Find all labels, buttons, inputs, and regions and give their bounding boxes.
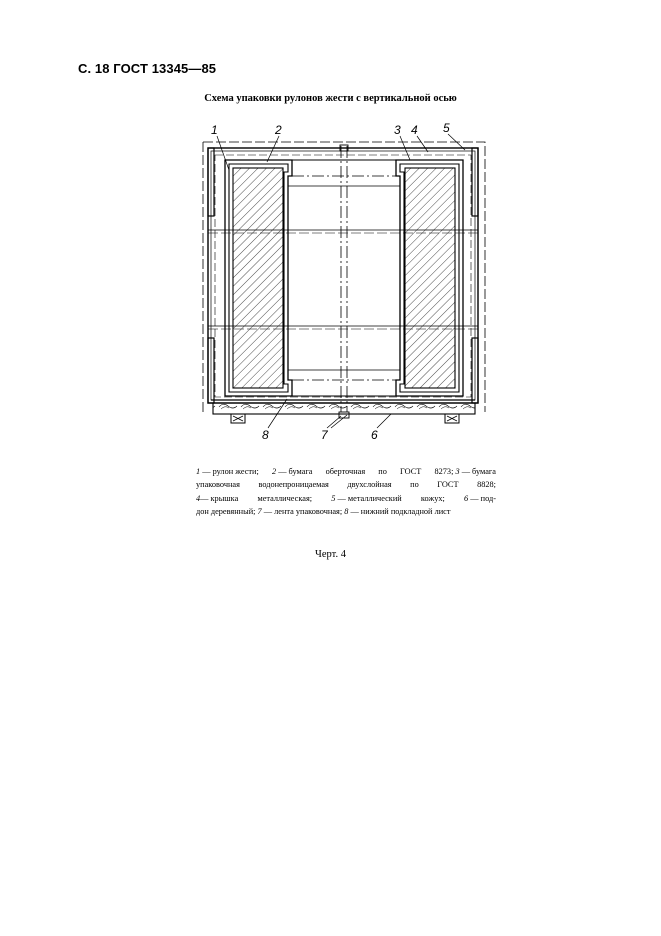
callout-1: 1: [211, 123, 218, 137]
legend-text: по: [378, 467, 387, 476]
legend-text: кожух;: [420, 493, 445, 503]
legend-text: по: [410, 480, 419, 490]
legend-num: 6: [464, 493, 469, 503]
figure-legend: [196, 465, 496, 519]
callout-3: 3: [394, 123, 401, 137]
legend-num: 5: [331, 493, 336, 503]
legend-text: 8828;: [477, 480, 496, 490]
legend-num: 7: [257, 507, 262, 517]
legend-text: — бумага: [278, 467, 313, 476]
legend-text: дон деревянный;: [196, 507, 256, 517]
legend-text: — нижний подкладной лист: [350, 507, 451, 517]
legend-line-4: [196, 505, 496, 518]
callout-7: 7: [321, 428, 328, 442]
legend-text: упаковочная: [196, 480, 240, 490]
coil-right: [405, 168, 455, 388]
page-header: С. 18 ГОСТ 13345—85: [78, 61, 217, 76]
legend-text: — металлический: [337, 493, 402, 503]
coil-left: [233, 168, 283, 388]
packaging-drawing: [195, 112, 495, 457]
legend-num: 1: [196, 467, 201, 476]
callout-8: 8: [262, 428, 269, 442]
legend-text: — лента упаковочная;: [263, 507, 343, 517]
legend-num: 4: [196, 493, 201, 503]
legend-line-2: [196, 478, 496, 491]
legend-text: ГОСТ: [437, 480, 459, 490]
callout-2: 2: [275, 123, 282, 137]
legend-text: оберточная: [325, 467, 366, 476]
figure-title: Схема упаковки рулонов жести с вертикальной осью: [204, 93, 457, 104]
legend-num: 8: [344, 507, 349, 517]
packaging-diagram: [195, 112, 495, 457]
legend-text: 8273;: [434, 467, 454, 476]
legend-num: 2: [271, 467, 277, 476]
legend-text: металлическая;: [257, 493, 313, 503]
legend-text: двухслойная: [347, 480, 392, 490]
callout-4: 4: [411, 123, 418, 137]
callout-6: 6: [371, 428, 378, 442]
legend-num: 3: [455, 467, 460, 476]
legend-text: — крышка: [200, 493, 239, 503]
legend-text: — рулон жести;: [202, 467, 259, 476]
legend-line-3: [196, 492, 496, 505]
legend-text: — под-: [470, 493, 496, 503]
legend-text: ГОСТ: [400, 467, 422, 476]
callout-5: 5: [443, 121, 450, 135]
legend-text: — бумага: [461, 467, 496, 476]
figure-number: Черт. 4: [315, 549, 346, 560]
legend-line-1: [196, 465, 496, 478]
legend-text: водонепроницаемая: [258, 480, 329, 490]
